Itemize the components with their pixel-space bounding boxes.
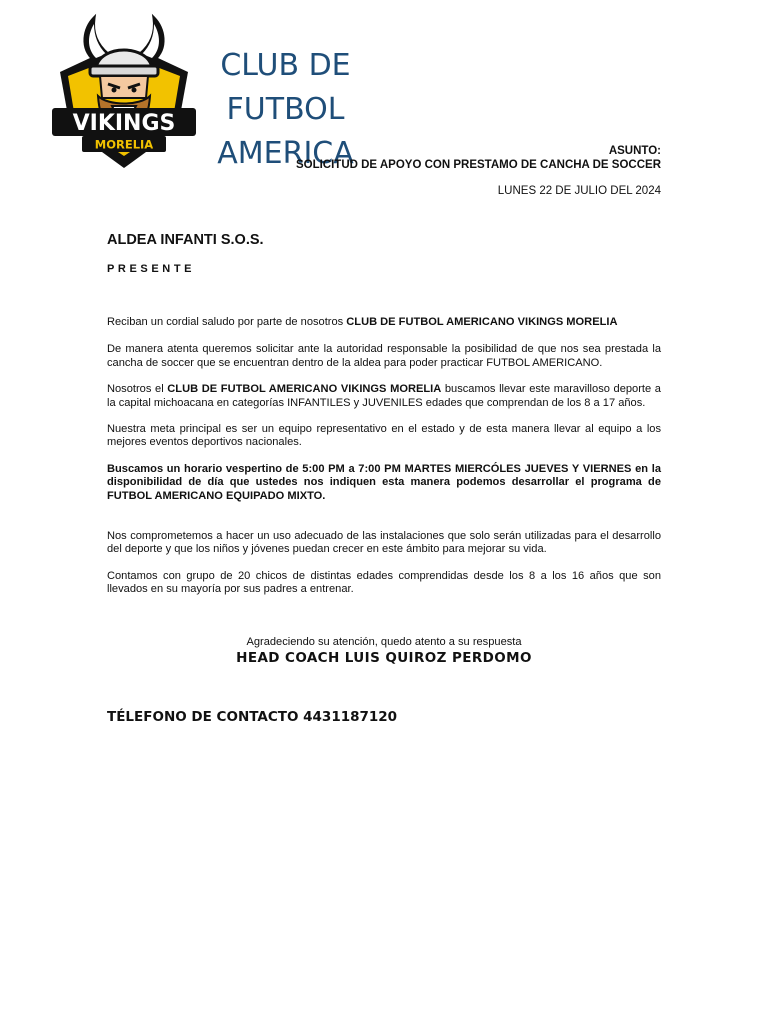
- subject-text: SOLICITUD DE APOYO CON PRESTAMO DE CANCHA DE SOCCER: [295, 159, 661, 171]
- logo-text-vikings: VIKINGS: [72, 111, 176, 136]
- club-name-bold: CLUB DE FUTBOL AMERICANO VIKINGS MORELIA: [346, 316, 618, 328]
- paragraph-group: Contamos con grupo de 20 chicos de distintas edades comprendidas desde los 8 a los 16 años que son llevados en su mayoría por sus padres a entrenar.: [107, 569, 661, 596]
- signature-name: HEAD COACH LUIS QUIROZ PERDOMO: [236, 650, 532, 666]
- mission-text-c: buscamos llevar este maravilloso deporte a la capital michoacana en categorías INFANTILES y JUVENILES edades que comprendan de los 8 a 17 años.: [107, 383, 661, 409]
- letter-body: [107, 316, 661, 597]
- paragraph-mission: [107, 383, 661, 410]
- paragraph-greeting: [107, 316, 661, 329]
- paragraph-commitment: Nos comprometemos a hacer un uso adecuado de las instalaciones que solo serán utilizadas para el desarrollo del deporte y que los niños y jóvenes puedan crecer en este ámbito para mejorar su vida.: [107, 530, 661, 556]
- paragraph-goal: Nuestra meta principal es ser un equipo representativo en el estado y de esta manera llevar al equipo a los mejores eventos deportivos nacionales.: [107, 423, 661, 449]
- club-title-line-3: AMERICA: [217, 136, 354, 171]
- closing-block: [107, 636, 661, 667]
- recipient: ALDEA INFANTI S.O.S.: [107, 232, 264, 248]
- club-title-line-2: FUTBOL: [226, 92, 345, 127]
- presente-label: PRESENTE: [107, 263, 196, 275]
- club-title: [203, 44, 368, 171]
- mission-text-a: Nosotros el: [107, 383, 168, 396]
- logo-text-morelia: MORELIA: [94, 137, 154, 152]
- letter-date: LUNES 22 DE JULIO DEL 2024: [497, 185, 661, 197]
- subject-block: [296, 144, 661, 172]
- greeting-text: Reciban un cordial saludo por parte de nosotros: [107, 316, 347, 328]
- paragraph-schedule: Buscamos un horario vespertino de 5:00 PM a 7:00 PM MARTES MIERCÓLES JUEVES Y VIERNES en la disponibilidad de día que ustedes nos indiquen esta manera podemos desarrollar el programa de FUTBOL AMERICANO EQUIPADO MIXTO.: [107, 462, 661, 502]
- club-name-bold-2: CLUB DE FUTBOL AMERICANO VIKINGS MORELIA: [167, 383, 442, 396]
- club-title-line-1: CLUB DE: [220, 48, 351, 83]
- paragraph-request: De manera atenta queremos solicitar ante la autoridad responsable la posibilidad de que nos sea prestada la cancha de soccer que se encuentran dentro de la aldea para poder practicar FUTBOL AMERICANO.: [107, 343, 661, 369]
- closing-thanks: Agradeciendo su atención, quedo atento a su respuesta: [246, 636, 522, 648]
- vikings-morelia-logo: [50, 14, 198, 170]
- contact-phone: TÉLEFONO DE CONTACTO 4431187120: [107, 709, 398, 725]
- subject-label: ASUNTO:: [608, 145, 661, 157]
